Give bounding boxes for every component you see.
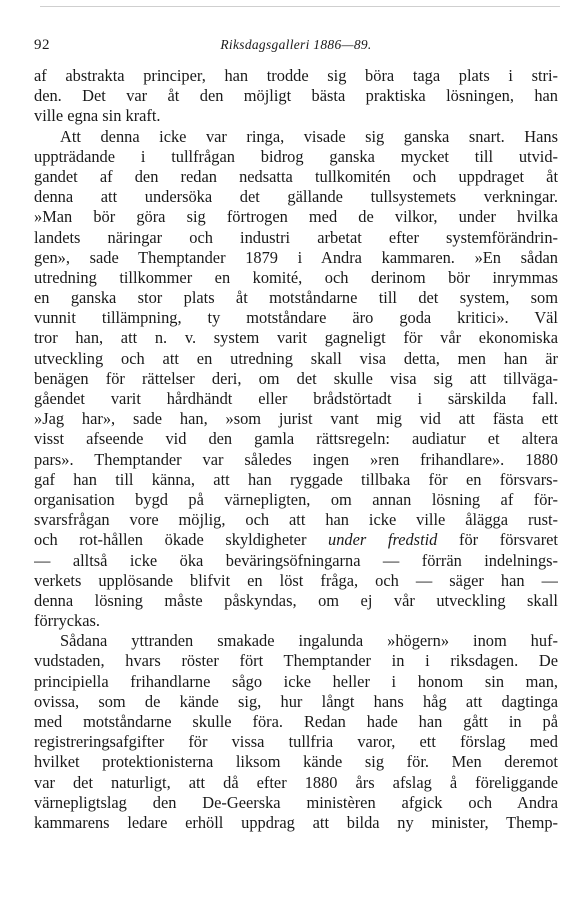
- page-number: 92: [34, 37, 50, 53]
- text-line: af abstrakta principer, han trodde sig böra taga plats i stri-: [34, 66, 558, 85]
- text-line: ville egna sin kraft.: [34, 106, 161, 126]
- text-line: värnepligtslag den De-Geerska ministèren afgick och Andra: [34, 792, 558, 812]
- text-line: gåendet varit hårdhändt eller brådstörtadt i särskilda fall.: [34, 389, 558, 408]
- text-line: hvilket protektionisterna liksom kände sig för. Men deremot: [34, 752, 558, 772]
- text-line: visst afseende vid den gamla rättsregeln: audiatur et altera: [34, 429, 558, 449]
- text-line: vudstaden, hvars röster fört Themptander in i riksdagen. De: [34, 651, 558, 671]
- text-line: landets näringar och industri arbetat efter systemförändrin-: [34, 227, 558, 247]
- text-line: den. Det var åt den möjligt bästa praktiska lösningen, han: [34, 86, 558, 106]
- text-line: Sådana yttranden smakade ingalunda »högern» inom huf-: [60, 631, 558, 651]
- text-line: med motståndarne skulle föra. Redan hade han gått in på: [34, 712, 558, 731]
- text-line: verkets upplösande blifvit en löst fråga, och — säger han —: [34, 570, 558, 590]
- text-line: registreringsafgifter för vissa tullfria varor, ett förslag med: [34, 732, 558, 752]
- running-title: Riksdagsgalleri 1886—89.: [220, 37, 372, 52]
- text-line: tror han, att n. v. system varit gagneligt för vår ekonomiska: [34, 328, 558, 348]
- text-line: kammarens ledare erhöll uppdrag att bilda ny minister, Themp-: [34, 812, 558, 832]
- text-segment: för försvaret: [437, 530, 558, 550]
- text-line: pars». Themptander var således ingen »ren frihandlare». 1880: [34, 449, 558, 469]
- text-line: ovissa, som de kände sig, hur långt hans håg att dagtinga: [34, 691, 558, 711]
- text-line: benägen för rättelser deri, om det skulle visa sig att tillväga-: [34, 368, 558, 388]
- text-line: gandet af den redan nedsatta tullkomitén och uppdraget åt: [34, 166, 558, 186]
- text-line: »Man bör göra sig förtrogen med de vilkor, under hvilka: [34, 207, 558, 227]
- body-text: [34, 66, 558, 833]
- text-line: gen», sade Themptander 1879 i Andra kammaren. »En sådan: [34, 247, 558, 267]
- top-edge-rule: [40, 6, 560, 7]
- text-line: utveckling och att en utredning skall visa detta, men han är: [34, 348, 558, 368]
- text-line: en ganska stor plats åt motståndarne till det system, som: [34, 288, 558, 308]
- text-line: vunnit tillämpning, ty motståndare äro goda kritici». Väl: [34, 308, 558, 328]
- emphasized-phrase: under fredstid: [328, 530, 438, 550]
- text-line: »Jag har», sade han, »som jurist vant mig vid att fästa ett: [34, 409, 558, 429]
- text-line: [34, 530, 558, 550]
- text-segment: och rot-hållen ökade skyldigheter: [34, 530, 329, 550]
- text-line: svarsfrågan vore möjlig, och att han icke ville ålägga rust-: [34, 510, 558, 530]
- page-header: [34, 37, 558, 57]
- text-line: Att denna icke var ringa, visade sig ganska snart. Hans: [60, 126, 558, 146]
- text-line: förryckas.: [34, 611, 100, 631]
- text-line: utredning tillkommer en komité, och derinom bör inrymmas: [34, 267, 558, 287]
- text-line: gaf han till känna, att han ryggade tillbaka för en försvars-: [34, 469, 558, 489]
- text-line: var det naturligt, att då efter 1880 års afslag å föreliggande: [34, 772, 558, 792]
- text-line: uppträdande i tullfrågan bidrog ganska mycket till utvid-: [34, 146, 558, 166]
- text-line: denna att undersöka det gällande tullsystemets verkningar.: [34, 187, 558, 207]
- text-line: principiella frihandlarne sågo icke heller i honom sin man,: [34, 671, 558, 691]
- text-line: denna lösning måste påskyndas, om ej vår utveckling skall: [34, 590, 558, 610]
- text-line: organisation bygd på värnepligten, om annan lösning af för-: [34, 489, 558, 509]
- text-line: — alltså icke öka beväringsöfningarna — förrän indelnings-: [34, 550, 558, 570]
